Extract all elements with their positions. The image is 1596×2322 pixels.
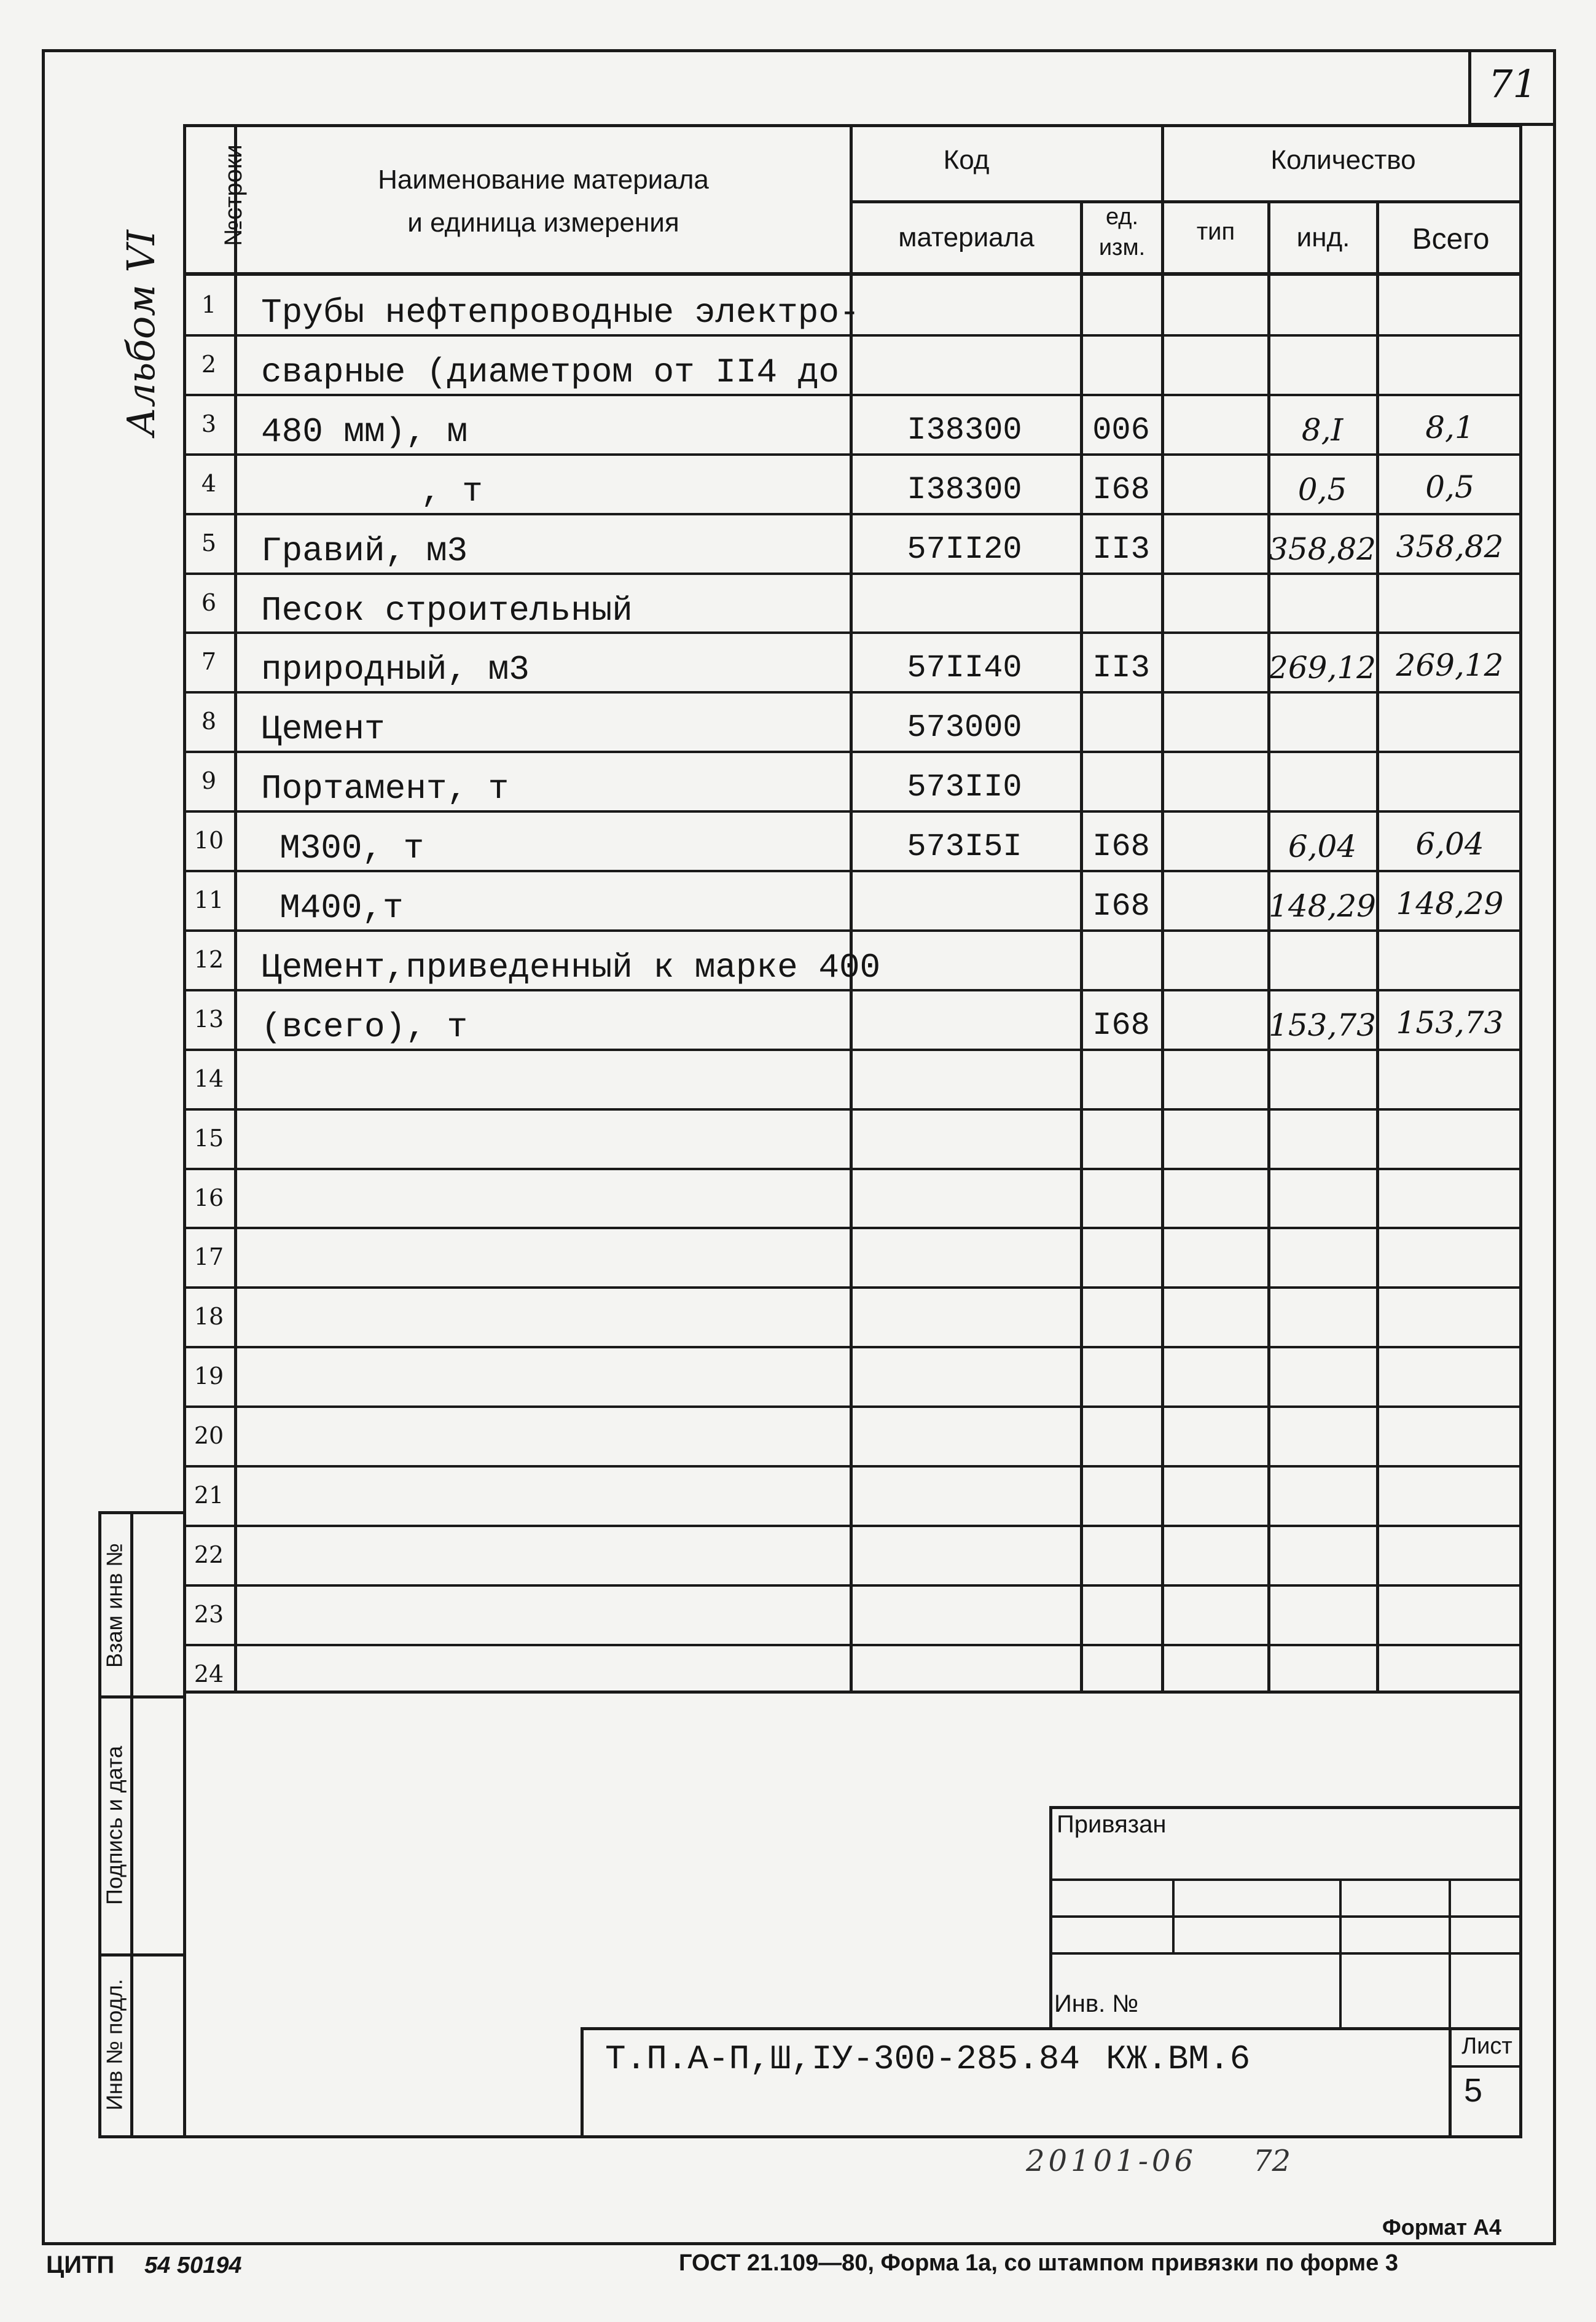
row-number: 9: [201, 767, 217, 794]
album-label: Альбом VI: [119, 230, 163, 436]
row-divider: [183, 1465, 1522, 1468]
header-name-line2: и единица измерения: [407, 208, 679, 238]
header-qty-ind: инд.: [1296, 222, 1350, 252]
row-unit-code: I68: [1092, 829, 1150, 865]
row-unit-code: II3: [1092, 531, 1150, 568]
list-label: Лист: [1461, 2033, 1512, 2059]
row-number: 19: [194, 1362, 224, 1390]
side-podpis-data: Подпись и дата: [101, 1746, 127, 1905]
row-divider: [183, 1227, 1522, 1229]
row-divider: [183, 810, 1522, 813]
row-description: М300, т: [280, 829, 424, 868]
side-stamp-vline-inner: [130, 1511, 133, 2138]
row-number: 18: [194, 1303, 224, 1330]
row-qty-ind: 358,82: [1269, 531, 1376, 567]
row-number: 15: [194, 1125, 224, 1152]
header-qty-total: Всего: [1412, 223, 1490, 256]
list-value: 5: [1463, 2072, 1483, 2109]
row-material-code: I38300: [907, 412, 1022, 448]
row-divider: [183, 1525, 1522, 1527]
page-number-box-left: [1468, 49, 1471, 126]
row-material-code: 57II40: [907, 650, 1022, 686]
row-divider: [183, 1644, 1522, 1646]
side-vzam-inv: Взам инв №: [101, 1542, 127, 1668]
row-number: 22: [194, 1541, 224, 1568]
privyazan-hline-3: [1049, 1952, 1522, 1955]
row-divider: [183, 870, 1522, 872]
row-description: сварные (диаметром от II4 до: [261, 353, 839, 392]
row-qty-ind: 148,29: [1269, 888, 1376, 924]
row-number: 11: [194, 886, 224, 913]
side-stamp-sep-2: [98, 1953, 186, 1957]
row-number: 21: [194, 1482, 224, 1509]
row-divider: [183, 929, 1522, 932]
row-number: 6: [201, 589, 217, 616]
format-label: Формат А4: [1382, 2214, 1502, 2240]
row-unit-code: I68: [1092, 472, 1150, 508]
row-divider: [183, 453, 1522, 456]
row-description: Цемент,приведенный к марке 400: [261, 948, 881, 987]
row-unit-code: 006: [1092, 412, 1150, 448]
row-divider: [183, 394, 1522, 396]
footer-gost: ГОСТ 21.109—80, Форма 1а, со штампом привязки по форме 3: [679, 2250, 1398, 2276]
row-number: 4: [201, 470, 217, 497]
privyazan-hline-2: [1049, 1915, 1522, 1918]
row-unit-code: I68: [1092, 1007, 1150, 1044]
hdr-vline-qty: [1161, 124, 1164, 1694]
row-qty-ind: 8,I: [1301, 412, 1344, 448]
row-material-code: I38300: [907, 472, 1022, 508]
row-number: 14: [194, 1065, 224, 1092]
row-material-code: 57II20: [907, 531, 1022, 568]
row-description: природный, м3: [261, 650, 530, 689]
row-description: Цемент: [261, 710, 385, 749]
header-qty-type: тип: [1196, 218, 1235, 245]
archive-number: 20101-06: [1026, 2144, 1197, 2178]
row-unit-code: I68: [1092, 888, 1150, 925]
archive-page: 72: [1253, 2144, 1291, 2178]
privyazan-hline-1: [1049, 1878, 1522, 1881]
row-qty-total: 0,5: [1425, 469, 1474, 505]
row-material-code: 573I5I: [907, 829, 1022, 865]
row-number: 12: [194, 946, 224, 973]
row-number: 8: [201, 708, 217, 735]
row-description: 480 мм), м: [261, 412, 468, 452]
row-number: 24: [194, 1660, 224, 1687]
row-number: 1: [201, 291, 217, 318]
row-qty-ind: 0,5: [1297, 472, 1347, 507]
row-number: 17: [194, 1243, 224, 1270]
row-number: 16: [194, 1184, 224, 1211]
row-number: 20: [194, 1422, 224, 1449]
doc-mark: КЖ.ВМ.6: [1106, 2039, 1251, 2079]
row-divider: [183, 1405, 1522, 1408]
page-number: 71: [1488, 61, 1537, 106]
side-stamp-sep-1: [98, 1695, 186, 1698]
row-divider: [183, 573, 1522, 575]
header-name-line1: Наименование материала: [378, 165, 709, 195]
list-hline: [1449, 2065, 1522, 2068]
row-description: , т: [421, 472, 483, 511]
row-qty-total: 153,73: [1396, 1005, 1504, 1041]
hdr-vline-code: [850, 124, 853, 1694]
header-row-no: №строки: [220, 144, 247, 246]
row-divider: [183, 1108, 1522, 1111]
privyazan-vline-3: [1449, 1878, 1451, 2030]
stamp-left-border: [183, 1694, 186, 2138]
row-number: 13: [194, 1006, 224, 1033]
side-stamp-top: [98, 1511, 186, 1514]
row-qty-total: 269,12: [1396, 647, 1504, 683]
row-number: 23: [194, 1601, 224, 1628]
footer-order: 54 50194: [144, 2253, 242, 2278]
row-divider: [183, 1346, 1522, 1348]
footer-org: ЦИТП: [46, 2251, 115, 2278]
row-divider: [183, 513, 1522, 515]
header-code-unit-1: ед.: [1105, 204, 1139, 230]
row-qty-ind: 269,12: [1269, 650, 1376, 686]
row-description: Песок строительный: [261, 591, 633, 630]
row-divider: [183, 1286, 1522, 1289]
row-divider: [183, 334, 1522, 337]
header-quantity: Количество: [1270, 145, 1416, 175]
row-divider: [183, 691, 1522, 694]
inv-no-label: Инв. №: [1054, 1990, 1139, 2017]
hdr-hline-sub: [850, 200, 1522, 203]
header-code-material: материала: [898, 222, 1035, 252]
row-divider: [183, 1049, 1522, 1051]
row-divider: [183, 989, 1522, 991]
row-material-code: 573II0: [907, 769, 1022, 805]
row-qty-ind: 6,04: [1288, 829, 1357, 864]
header-code-unit-2: изм.: [1098, 235, 1146, 260]
row-divider: [183, 631, 1522, 634]
hdr-hline-bottom: [183, 272, 1522, 276]
row-description: Портамент, т: [261, 769, 509, 808]
side-inv-podl: Инв № подл.: [101, 1979, 127, 2111]
row-divider: [183, 1168, 1522, 1170]
row-number: 10: [194, 827, 224, 854]
privyazan-vline-1: [1172, 1878, 1175, 1955]
row-number: 5: [201, 530, 217, 557]
row-material-code: 573000: [907, 710, 1022, 746]
row-number: 2: [201, 351, 217, 378]
row-number: 7: [201, 648, 217, 675]
row-qty-total: 148,29: [1396, 886, 1504, 921]
row-divider: [183, 751, 1522, 753]
header-code: Код: [943, 145, 990, 175]
hdr-vline-rowno: [234, 124, 237, 1694]
privyazan-label: Привязан: [1057, 1811, 1167, 1838]
row-divider: [183, 1584, 1522, 1587]
side-stamp-bottom: [98, 2135, 186, 2138]
row-description: М400,т: [280, 888, 404, 928]
doc-code: Т.П.А-П,Ш,IУ-300-285.84: [605, 2039, 1080, 2079]
row-qty-total: 8,1: [1425, 410, 1474, 445]
row-description: Трубы нефтепроводные электро-: [261, 293, 860, 332]
row-description: (всего), т: [261, 1007, 468, 1047]
privyazan-vline-2: [1339, 1878, 1342, 2030]
row-description: Гравий, м3: [261, 531, 468, 571]
row-qty-total: 358,82: [1396, 529, 1504, 565]
row-number: 3: [201, 410, 217, 437]
row-qty-ind: 153,73: [1269, 1007, 1376, 1043]
row-unit-code: II3: [1092, 650, 1150, 686]
row-qty-total: 6,04: [1415, 826, 1484, 862]
